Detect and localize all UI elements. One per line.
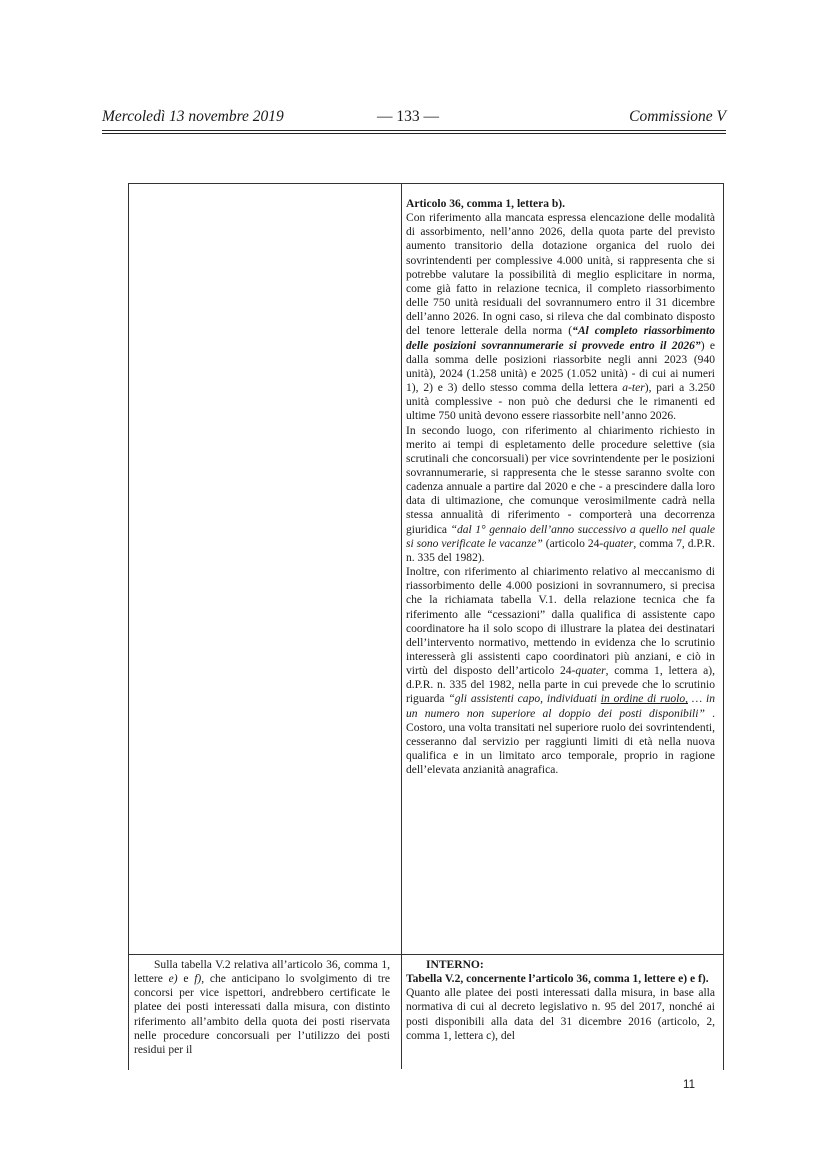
page-header [102,108,726,130]
reply-text: Quanto alle platee dei posti interessati dalla misura, in base alla normativa di cui al decreto legislativo n. 95 del 2017, nonché ai posti disponibili alla data del 31 dicembre 2016 (articolo, 2, comma 1, lettera c), del [406,987,715,1042]
left-cell-bottom [134,958,390,1057]
header-page-number: — 133 — [377,108,439,125]
table-row-divider [128,954,723,955]
paragraph-1: Con riferimento alla mancata espressa elencazione delle modalità di assorbimento, nell’anno 2026, della quota parte del previsto aumento transitorio della dotazione organica del ruolo dei sovrintendenti per complessive 4.000 unità, si rappresenta che si potrebbe valutare la possibilità di meglio esplicitare in norma, come già fatto in relazione tecnica, il completo riassorbimento delle 750 unità residuali del sovrannumero entro il 31 dicembre dell’anno 2026. In ogni caso, si rileva che dal combinato disposto del tenore letterale della norma (“Al completo riassorbimento delle posizioni sovrannumerarie si provvede entro il 2026”) e dalla somma delle posizioni riassorbite negli anni 2023 (940 unità), 2024 (1.258 unità) e 2025 (1.052 unità) - di cui ai numeri 1), 2) e 3) dello stesso comma della lettera a-ter), pari a 3.250 unità complessive - non può che dedursi che le rimanenti ed ultime 750 unità devono essere riassorbite nell’anno 2026. [406,212,716,423]
section-heading: Articolo 36, comma 1, lettera b). [406,198,566,210]
table-heading: Tabella V.2, concernente l’articolo 36, comma 1, lettere e) e f). [406,973,709,986]
right-cell-bottom [406,958,715,1043]
header-date: Mercoledì 13 novembre 2019 [102,108,284,125]
observation-text: Sulla tabella V.2 relativa all’articolo 36, comma 1, lettere e) e f), che anticipano lo svolgimento di tre concorsi per vice ispettori, andrebbero certificate le platee dei posti interessati dalla misura, con distinto riferimento all’ambito della quota dei posti riservata nelle procedure concorsuali per l’utilizzo dei posti residui per il [134,959,390,1056]
page-number: 11 [683,1079,695,1091]
paragraph-2: In secondo luogo, con riferimento al chiarimento richiesto in merito ai tempi di espletamento delle procedure selettive (sia scrutinali che concorsuali) per vice sovrintendente per le posizioni sovrannumerarie, si rappresenta che le stesse saranno svolte con cadenza annuale a partire dal 2020 e che - a prescindere dalla loro data di ultimazione, che comunque verosimilmente cadrà nella stessa annualità di riferimento - comporterà una decorrenza giuridica “dal 1° gennaio dell’anno successivo a quello nel quale si sono verificate le vacanze” (articolo 24-quater, comma 7, d.P.R. n. 335 del 1982). [406,424,716,564]
paragraph-3: Inoltre, con riferimento al chiarimento relativo al meccanismo di riassorbimento delle 4.000 posizioni in sovrannumero, si precisa che la richiamata tabella V.1. della relazione tecnica che fa riferimento alle “cessazioni” dalla qualifica di assistente capo coordinatore ha il solo scopo di illustrare la platea dei destinatari dell’intervento normativo, mettendo in evidenza che lo scrutinio interesserà gli assistenti capo coordinatori più anziani, e ciò in virtù del disposto dell’articolo 24-quater, comma 1, lettera a), d.P.R. n. 335 del 1982, nella parte in cui prevede che lo scrutinio riguarda “gli assistenti capo, individuati in ordine di ruolo, … in un numero non superiore al doppio dei posti disponibili” . Costoro, una volta transitati nel superiore ruolo dei sovrintendenti, cesseranno dal servizio per raggiunti limiti di età nella nuova qualifica e in un limitato arco temporale, proprio in ragione dell’elevata anzianità anagrafica. [406,566,715,777]
table-column-divider [401,183,402,1069]
ministry-label: INTERNO: [426,959,484,971]
header-rule-top [102,130,726,131]
header-rule-bottom [102,133,726,134]
header-committee: Commissione V [629,108,726,125]
right-cell-top [406,197,715,777]
